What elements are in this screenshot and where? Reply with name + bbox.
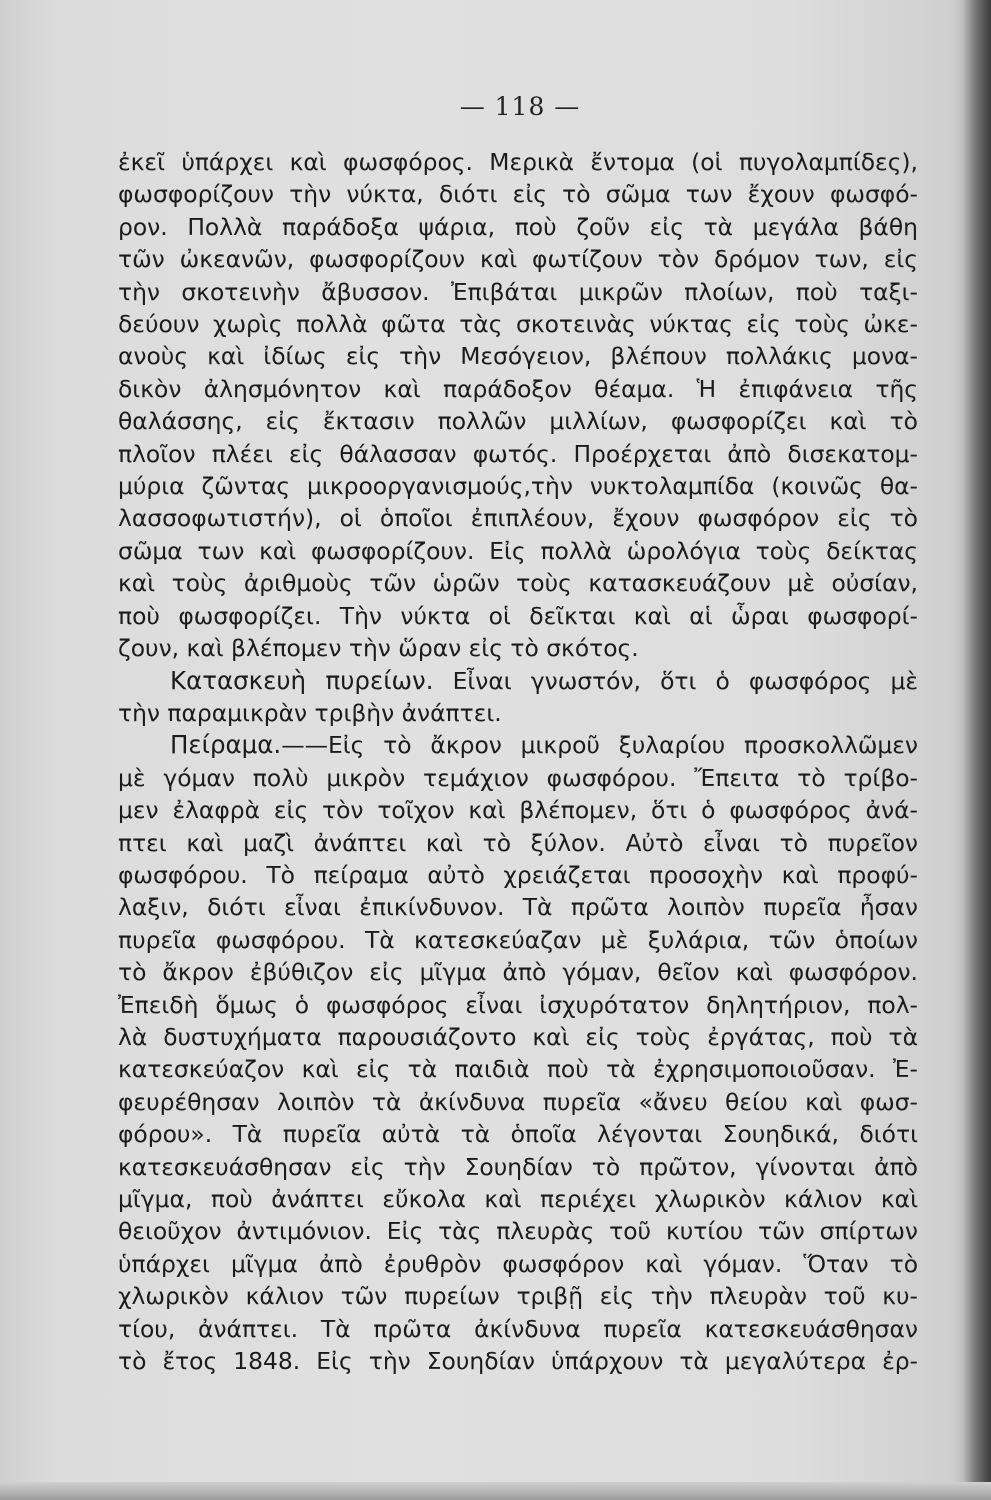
text-line: δεύουν χωρὶς πολλὰ φῶτα τὰς σκοτεινὰς νύκτας εἰς τοὺς ὠκε- [118,310,918,339]
text-line: μεν ἐλαφρὰ εἰς τὸν τοῖχον καὶ βλέπομεν, ὅτι ὁ φωσφόρος ἀνά- [118,796,918,825]
text-line: ρον. Πολλὰ παράδοξα ψάρια, ποὺ ζοῦν εἰς τὰ μεγάλα βάθη [118,212,918,241]
section-heading-matches: Κατασκευὴ πυρείων. [170,665,434,695]
page-number: — 118 — [459,92,581,121]
paragraph-experiment-line [118,729,918,761]
text-line: σῶμα των καὶ φωσφορίζουν. Εἰς πολλὰ ὡρολόγια τοὺς δείκτας [118,536,918,565]
paragraph-matches-line [118,665,918,697]
page-edge-shadow [963,0,991,1500]
text-line: πτει καὶ μαζὶ ἀνάπτει καὶ τὸ ξύλον. Αὐτὸ εἶναι τὸ πυρεῖον [118,828,918,857]
text-line: φευρέθησαν λοιπὸν τὰ ἀκίνδυνα πυρεῖα «ἄνευ θείου καὶ φωσ- [118,1087,918,1116]
text-line: φωσφορίζουν τὴν νύκτα, διότι εἰς τὸ σῶμα των ἔχουν φωσφό- [118,180,918,209]
text-line: λασσοφωτιστήν), οἱ ὁποῖοι ἐπιπλέουν, ἔχουν φωσφόρον εἰς τὸ [118,504,918,533]
text-line: ζουν, καὶ βλέπομεν τὴν ὥραν εἰς τὸ σκότος. [118,634,639,663]
text-line: φόρου». Τὰ πυρεῖα αὐτὰ τὰ ὁποῖα λέγονται Σουηδικά, διότι [118,1120,918,1149]
text-line: τὴν παραμικρὰν τριβὴν ἀνάπτει. [118,698,502,727]
text-line: ποὺ φωσφορίζει. Τὴν νύκτα οἱ δεῖκται καὶ αἱ ὧραι φωσφορί- [118,601,918,630]
text-line: πυρεῖα φωσφόρου. Τὰ κατεσκεύαζαν μὲ ξυλάρια, τῶν ὁποίων [118,925,918,954]
text-line: τὸ ἔτος 1848. Εἰς τὴν Σουηδίαν ὑπάρχουν τὰ μεγαλύτερα ἐρ- [118,1347,918,1376]
text-line: καὶ τοὺς ἀριθμοὺς τῶν ὡρῶν τοὺς κατασκευάζουν μὲ οὐσίαν, [118,569,918,598]
text-line: Ἐπειδὴ ὅμως ὁ φωσφόρος εἶναι ἰσχυρότατον δηλητήριον, πολ- [118,990,918,1019]
page-bottom-edge [0,1482,991,1500]
text-line: κατεσκευάσθησαν εἰς τὴν Σουηδίαν τὸ πρῶτον, γίνονται ἀπὸ [118,1152,918,1181]
text-line: χλωρικὸν κάλιον τῶν πυρείων τριβῇ εἰς τὴν πλευρὰν τοῦ κυ- [118,1282,918,1311]
text-line: τὴν σκοτεινὴν ἄβυσσον. Ἐπιβάται μικρῶν πλοίων, ποὺ ταξι- [118,277,918,306]
text-run: ——Εἰς τὸ ἄκρον μικροῦ ξυλαρίου προσκολλῶμεν [281,731,918,760]
text-line: μὲ γόμαν πολὺ μικρὸν τεμάχιον φωσφόρου. Ἔπειτα τὸ τρίβο- [118,763,918,792]
text-line: τῶν ὠκεανῶν, φωσφορίζουν καὶ φωτίζουν τὸν δρόμον των, εἰς [118,245,918,274]
text-line: ανοὺς καὶ ἰδίως εἰς τὴν Μεσόγειον, βλέπουν πολλάκις μονα- [118,342,918,371]
text-line: δικὸν ἀλησμόνητον καὶ παράδοξον θέαμα. Ἡ ἐπιφάνεια τῆς [118,374,918,403]
text-line: λὰ δυστυχήματα παρουσιάζοντο καὶ εἰς τοὺς ἐργάτας, ποὺ τὰ [118,1022,918,1051]
text-line: πλοῖον πλέει εἰς θάλασσαν φωτός. Προέρχεται ἀπὸ δισεκατομ- [118,439,918,468]
text-line: κατεσκεύαζον καὶ εἰς τὰ παιδιὰ ποὺ τὰ ἐχρησιμοποιοῦσαν. Ἐ- [118,1055,918,1084]
text-line: λαξιν, διότι εἶναι ἐπικίνδυνον. Τὰ πρῶτα λοιπὸν πυρεῖα ἦσαν [118,893,918,922]
text-line: μῖγμα, ποὺ ἀνάπτει εὔκολα καὶ περιέχει χλωρικὸν κάλιον καὶ [118,1185,918,1213]
body-text [118,146,918,1377]
text-run: Εἶναι γνωστόν, ὅτι ὁ φωσφόρος μὲ [452,666,918,695]
text-line: ὑπάρχει μῖγμα ἀπὸ ἐρυθρὸν φωσφόρον καὶ γόμαν. Ὅταν τὸ [118,1249,918,1278]
text-line: τίου, ἀνάπτει. Τὰ πρῶτα ἀκίνδυνα πυρεῖα κατεσκευάσθησαν [118,1314,918,1343]
section-heading-experiment: Πείραμα. [170,730,282,760]
text-line: τὸ ἄκρον ἐβύθιζον εἰς μῖγμα ἀπὸ γόμαν, θεῖον καὶ φωσφόρον. [118,958,918,987]
text-line: μύρια ζῶντας μικροοργανισμούς,τὴν νυκτολαμπίδα (κοινῶς θα- [118,472,918,501]
text-line: φωσφόρου. Τὸ πείραμα αὐτὸ χρειάζεται προσοχὴν καὶ προφύ- [118,860,918,889]
text-line: θειοῦχον ἀντιμόνιον. Εἰς τὰς πλευρὰς τοῦ κυτίου τῶν σπίρτων [118,1217,918,1246]
text-line: ἐκεῖ ὑπάρχει καὶ φωσφόρος. Μερικὰ ἔντομα (οἱ πυγολαμπίδες), [118,148,918,176]
text-line: θαλάσσης, εἰς ἔκτασιν πολλῶν μιλλίων, φωσφορίζει καὶ τὸ [118,407,918,436]
